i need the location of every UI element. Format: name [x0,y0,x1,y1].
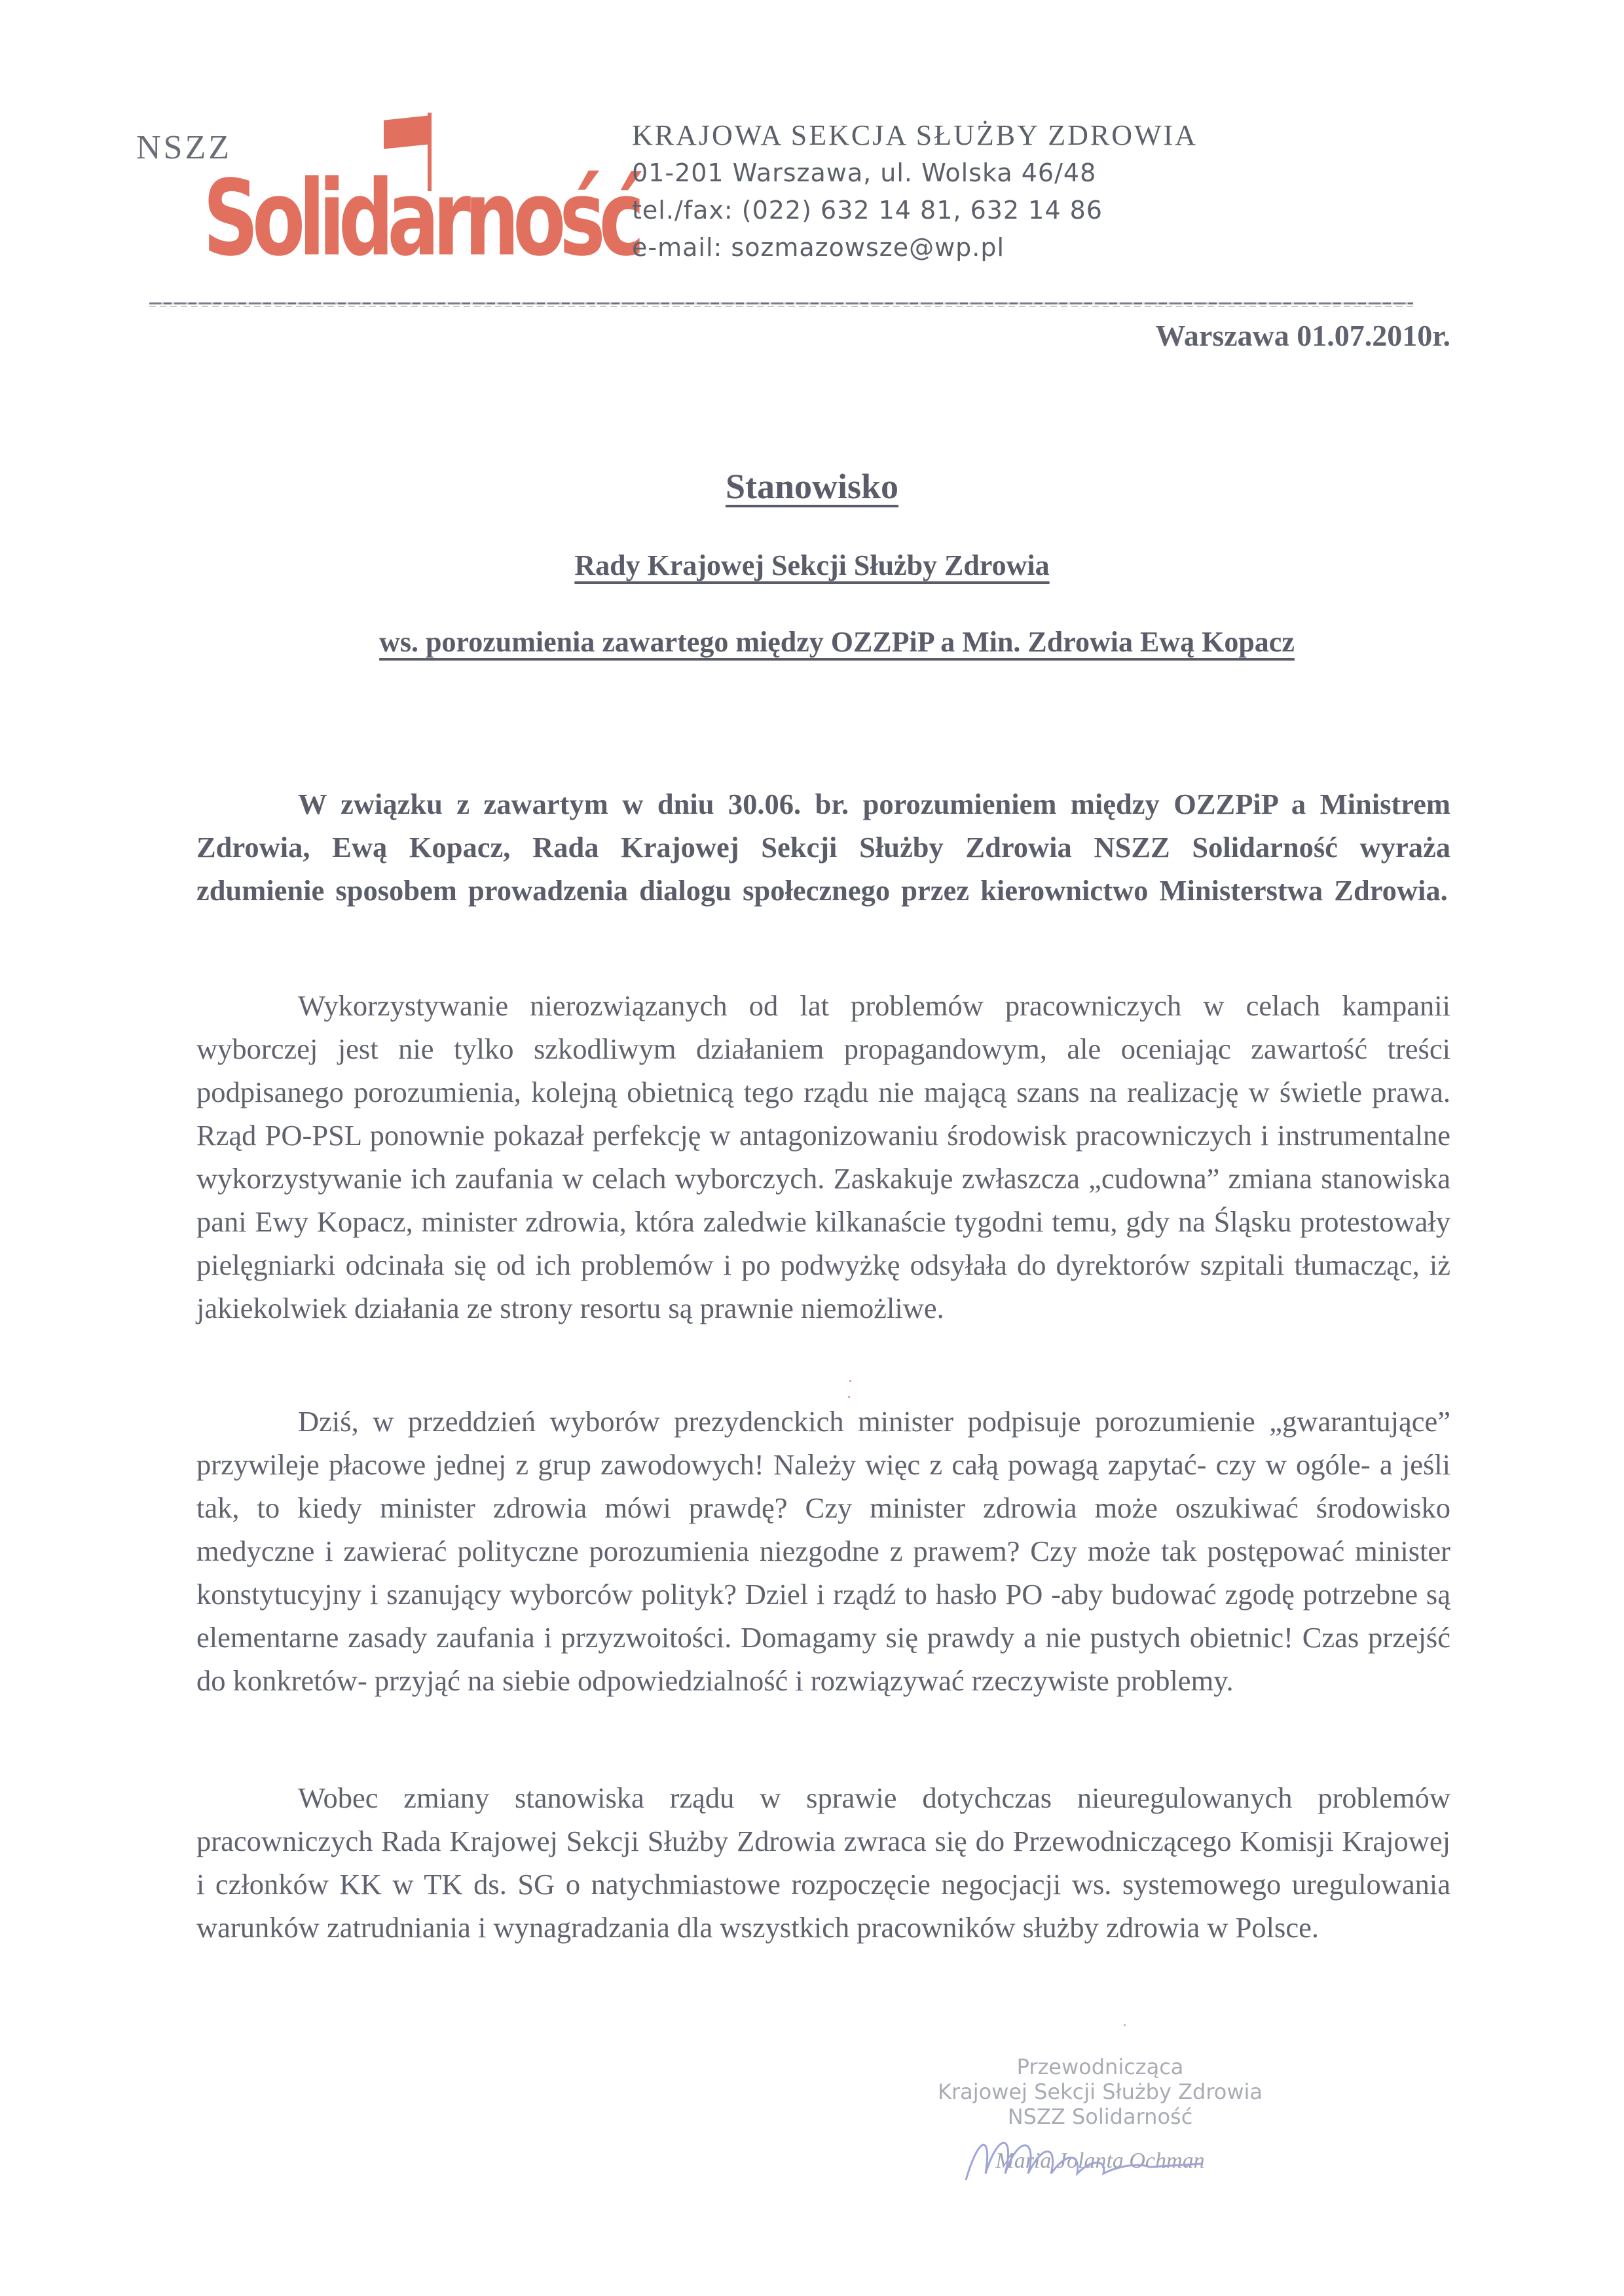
scan-artifact [849,1380,851,1382]
stamp-role: Przewodnicząca [1016,2054,1184,2079]
document-title-text: Stanowisko [725,467,899,506]
letterhead-divider-shadow [149,306,1413,307]
scan-artifact [1124,2024,1126,2026]
address: 01-201 Warszawa, ul. Wolska 46/48 [632,158,1097,187]
paragraph-text: W związku z zawartym w dniu 30.06. br. porozumieniem między OZZPiP a Ministrem Zdrowia, Ewą Kopacz, Rada Krajowej Sekcji Służby Zdrowia NSZZ Solidarność wyraża zdumienie sposobem prowadzenia dialogu społecznego przez kierownictwo Ministerstwa Zdrowia. [196,788,1450,907]
date-line: Warszawa 01.07.2010r. [1155,319,1450,352]
scan-artifact [848,1396,850,1398]
paragraph-text: Dziś, w przeddzień wyborów prezydenckich minister podpisuje porozumienie „gwarantujące” przywileje płacowe jednej z grup zawodowych! Należy więc z całą powagą zapytać- czy w ogóle- a jeśli tak, to kiedy minister zdrowia mówi prawdę? Czy minister zdrowia może oszukiwać środowisko medyczne i zawierać polityczne porozumienia niezgodne z prawem? Czy może tak postępować minister konstytucyjny i szanujący wyborców polityk? Dziel i rządź to hasło PO -aby budować zgodę potrzebne są elementarne zasady zaufania i przyzwoitości. Domagamy się prawdy a nie pustych obietnic! Czas przejść do konkretów- przyjąć na siebie odpowiedzialność i rozwiązywać rzeczywiste problemy. [196,1405,1450,1697]
document-subject-text: ws. porozumienia zawartego między OZZPiP a Min. Zdrowia Ewą Kopacz [379,626,1295,658]
paragraph-1 [196,782,1450,912]
paragraph-2 [196,984,1450,1330]
document-subtitle-text: Rady Krajowej Sekcji Służby Zdrowia [574,549,1050,581]
handwritten-signature-icon [953,2128,1228,2187]
paragraph-3 [196,1400,1450,1702]
letterhead-contact [632,117,1198,266]
paragraph-4 [196,1776,1450,1949]
flag-icon [384,115,430,149]
logo-wordmark: Solidarność [203,157,638,280]
stamp-section: Krajowej Sekcji Służby Zdrowia [937,2079,1263,2104]
stamp-union: NSZZ Solidarność [1007,2104,1193,2129]
letterhead-divider [149,302,1413,304]
document-subject [25,625,1624,659]
document-subtitle [0,549,1624,582]
phone-fax: tel./fax: (022) 632 14 81, 632 14 86 [632,196,1103,225]
solidarnosc-logo-icon [203,118,638,280]
signatory-name: Maria Jolanta Ochman [995,2149,1205,2173]
email: e-mail: sozmazowsze@wp.pl [632,233,1005,262]
logo-prefix: NSZZ [136,129,232,166]
organization-name: KRAJOWA SEKCJA SŁUŻBY ZDROWIA [632,119,1198,151]
document-title [0,466,1624,507]
paragraph-text: Wykorzystywanie nierozwiązanych od lat problemów pracowniczych w celach kampanii wyborczej jest nie tylko szkodliwym działaniem propagandowym, ale oceniając zawartość treści podpisanego porozumienia, kolejną obietnicą tego rządu nie mającą szans na realizację w świetle prawa. Rząd PO-PSL ponownie pokazał perfekcję w antagonizowaniu środowisk pracowniczych i instrumentalne wykorzystywanie ich zaufania w celach wyborczych. Zaskakuje zwłaszcza „cudowna” zmiana stanowiska pani Ewy Kopacz, minister zdrowia, która zaledwie kilkanaście tygodni temu, gdy na Śląsku protestowały pielęgniarki odcinała się od ich problemów i po podwyżkę odsyłała do dyrektorów szpitali tłumacząc, iż jakiekolwiek działania ze strony resortu są prawnie niemożliwe. [196,989,1450,1324]
paragraph-text: Wobec zmiany stanowiska rządu w sprawie dotychczas nieuregulowanych problemów pracowniczych Rada Krajowej Sekcji Służby Zdrowia zwraca się do Przewodniczącego Komisji Krajowej i członków KK w TK ds. SG o natychmiastowe rozpoczęcie negocjacji ws. systemowego uregulowania warunków zatrudniania i wynagradzania dla wszystkich pracowników służby zdrowia w Polsce. [196,1781,1450,1944]
